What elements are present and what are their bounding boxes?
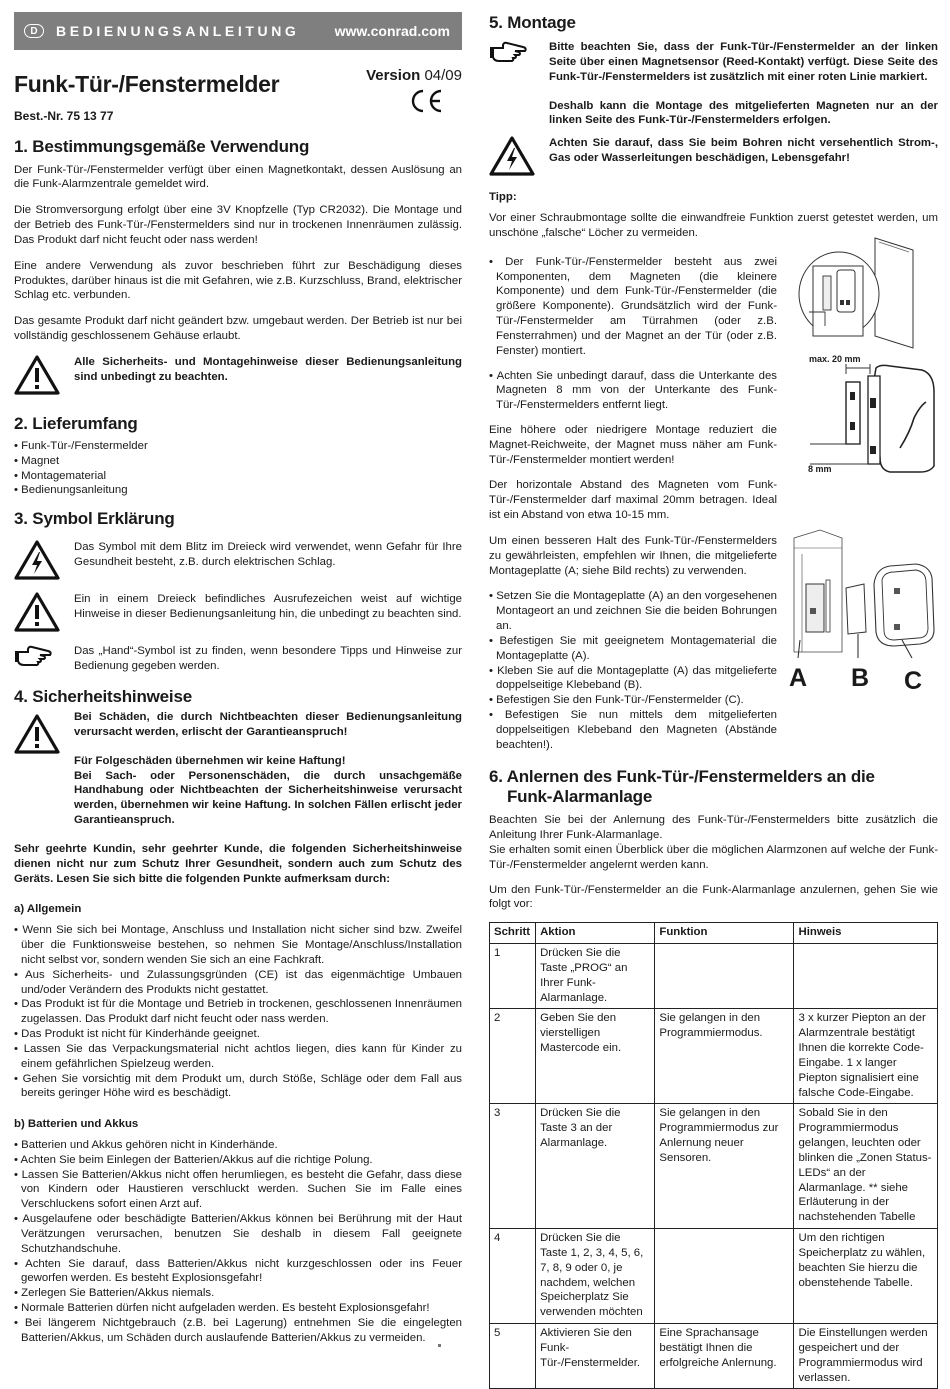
section-2-heading: 2. Lieferumfang xyxy=(14,413,138,433)
section-5-heading: 5. Montage xyxy=(489,13,576,32)
lightning-triangle-icon xyxy=(14,540,74,580)
table-cell xyxy=(655,1229,794,1324)
table-cell: 4 xyxy=(490,1229,536,1324)
warning-line: Für Folgeschäden übernehmen wir keine Haftung! xyxy=(74,754,346,767)
table-cell: Sobald Sie in den Programmiermodus gelangen, leuchten oder blinken die „Zonen Status-LEDs“ an der Alarmanlage. ** siehe Erläuterung in der nachstehenden Tabelle xyxy=(794,1104,938,1229)
symbol-lightning-text: Das Symbol mit dem Blitz im Dreieck wird verwendet, wenn Gefahr für Ihre Gesundheit besteht, z.B. durch elektrischen Schlag. xyxy=(74,541,462,569)
page-mark xyxy=(438,1344,441,1347)
list-item: • Aus Sicherheits- und Zulassungsgründen (CE) ist das eigenmächtige Umbauen und/oder Verändern des Produkts nicht gestattet. xyxy=(14,968,462,998)
table-row xyxy=(490,1104,938,1229)
table-cell xyxy=(794,944,938,1009)
table-cell: Sie gelangen in den Programmiermodus zur Anlernung neuer Sensoren. xyxy=(655,1104,794,1229)
section-6-heading xyxy=(489,767,938,808)
table-cell: 1 xyxy=(490,944,536,1009)
header-cell: Funktion xyxy=(655,923,794,944)
pointing-hand-icon xyxy=(489,40,549,64)
list-item: • Funk-Tür-/Fenstermelder xyxy=(14,439,462,454)
table-cell: Sie gelangen in den Programmiermodus. xyxy=(655,1009,794,1104)
table-row xyxy=(490,1009,938,1104)
s5-warning-text: Achten Sie darauf, dass Sie beim Bohren nicht versehentlich Strom-, Gas oder Wasserleitungen beschädigen, Lebensgefahr! xyxy=(549,137,938,165)
s1-warning-text: Alle Sicherheits- und Montagehinweise dieser Bedienungsanleitung sind unbedingt zu beachten. xyxy=(74,355,462,383)
s4-warning-text xyxy=(74,710,462,828)
list-item: • Kleben Sie auf die Montageplatte (A) das mitgelieferte doppelseitige Klebeband (B). xyxy=(489,664,777,694)
assembly-illustration xyxy=(790,528,938,660)
table-cell: Die Einstellungen werden gespeichert und der Programmiermodus wird verlassen. xyxy=(794,1324,938,1389)
s5-paragraph: Eine höhere oder niedrigere Montage reduziert die Magnet-Reichweite, der Magnet muss näher am Funk-Tür-/Fenstermelder montiert werden! xyxy=(489,424,777,466)
order-number: Best.-Nr. 75 13 77 xyxy=(14,108,114,123)
list-item: • Achten Sie unbedingt darauf, dass die Unterkante des Magneten 8 mm von der Unterkante des Funk-Tür-/Fenstermelders entfernt liegt. xyxy=(489,369,777,413)
header-cell: Schritt xyxy=(490,923,536,944)
s4b-heading: b) Batterien und Akkus xyxy=(14,1118,139,1131)
programming-steps-table xyxy=(489,922,938,1389)
exclamation-triangle-icon xyxy=(14,710,74,754)
table-cell: Aktivieren Sie den Funk-Tür-/Fenstermelder. xyxy=(536,1324,655,1389)
table-cell: 5 xyxy=(490,1324,536,1389)
s1-paragraph: Der Funk-Tür-/Fenstermelder verfügt über einen Magnetkontakt, dessen Auslösung an die Funk-Alarmzentrale gemeldet wird. xyxy=(14,163,462,191)
tip-text: Vor einer Schraubmontage sollte die einwandfreie Funktion zuerst getestet werden, um unschöne „falsche“ Löcher zu vermeiden. xyxy=(489,212,938,239)
s1-paragraph: Die Stromversorgung erfolgt über eine 3V Knopfzelle (Typ CR2032). Die Montage und der Betrieb des Funk-Tür-/Fenstermelders sind nur in trockenen Innenräumen zulässig. Das Produkt darf nicht feucht oder nass werden! xyxy=(14,204,462,246)
s5-hand-note xyxy=(489,40,938,128)
header-bar xyxy=(14,12,462,50)
table-cell: 3 x kurzer Piepton an der Alarmzentrale bestätigt Ihnen die korrekte Code-Eingabe. 1 x langer Piepton signalisiert eine falsche Code-Eingabe. xyxy=(794,1009,938,1104)
s6-paragraph: Um den Funk-Tür-/Fenstermelder an die Funk-Alarmanlage anzulernen, gehen Sie wie folgt vor: xyxy=(489,883,938,911)
symbol-exclamation-text: Ein in einem Dreieck befindliches Ausrufezeichen weist auf wichtige Hinweise in dieser Bedienungsanleitung hin, die unbedingt zu beachten sind. xyxy=(74,593,462,621)
version xyxy=(366,66,462,86)
warning-line: Bei Schäden, die durch Nichtbeachten dieser Bedienungsanleitung verursacht werden, erlischt der Garantieanspruch! xyxy=(74,711,462,738)
list-item: • Achten Sie beim Einlegen der Batterien/Akkus auf die richtige Polung. xyxy=(14,1153,462,1168)
list-item: • Montagematerial xyxy=(14,469,462,484)
s4-warning xyxy=(14,710,462,828)
lightning-triangle-icon xyxy=(489,136,549,176)
hand-note-line: Deshalb kann die Montage des mitgelieferten Magneten nur an der linken Seite des Funk-Tür-/Fenstermelders erfolgen. xyxy=(549,99,938,127)
header-url[interactable]: www.conrad.com xyxy=(334,22,450,39)
s4-intro: Sehr geehrte Kundin, sehr geehrter Kunde, die folgenden Sicherheitshinweise dienen nicht nur zum Schutz Ihrer Gesundheit, sondern auch zum Schutz des Geräts. Lesen Sie sich bitte die folgenden Punkte aufmerksam durch: xyxy=(14,842,462,885)
list-item: • Befestigen Sie mit geeignetem Montagematerial die Montageplatte (A). xyxy=(489,634,777,664)
s5-paragraph: Um einen besseren Halt des Funk-Tür-/Fenstermelders zu gewährleisten, empfehlen wir Ihnen, die mitgelieferte Montageplatte (A; siehe Bild rechts) zu verwenden. xyxy=(489,534,777,577)
document-title: Funk-Tür-/Fenstermelder xyxy=(14,71,280,97)
header-cell: Aktion xyxy=(536,923,655,944)
list-item: • Ausgelaufene oder beschädigte Batterien/Akkus können bei Berührung mit der Haut Verätzungen verursachen, benutzen Sie deshalb in diesem Fall geeignete Schutzhandschuhe. xyxy=(14,1212,462,1256)
warning-line: Bei Sach- oder Personenschäden, die durch unsachgemäße Handhabung oder Nichtbeachten der Sicherheitshinweise verursacht werden, übernehmen wir keine Haftung. In solchen Fällen erlischt jeder Garantieanspruch. xyxy=(74,769,462,827)
table-cell: Eine Sprachansage bestätigt Ihnen die erfolgreiche Anlernung. xyxy=(655,1324,794,1389)
s5-list-1 xyxy=(489,255,777,413)
s5-paragraph: Der horizontale Abstand des Magneten vom Funk-Tür-/Fenstermelder darf maximal 20mm betragen. Ideal ist ein Abstand von etwa 10-15 mm. xyxy=(489,479,777,522)
bottom-offset-label: 8 mm xyxy=(808,464,832,474)
s5-hand-text xyxy=(549,40,938,128)
s6-heading-line: 6. Anlernen des Funk-Tür-/Fenstermelders an die xyxy=(489,766,875,786)
list-item: • Das Produkt ist für die Montage und Betrieb in trockenen, geschlossenen Innenräumen zugelassen. Das Produkt darf nicht feucht oder nass werden. xyxy=(14,997,462,1027)
hand-note-line: Bitte beachten Sie, dass der Funk-Tür-/Fenstermelder an der linken Seite über einen Magnetsensor (Reed-Kontakt) verfügt. Diese Seite des Funk-Tür-/Fenstermelders ist zusätzlich mit einer roten Linie markiert. xyxy=(549,41,938,83)
section-4-heading: 4. Sicherheitshinweise xyxy=(14,687,192,707)
right-column xyxy=(489,12,938,1389)
s6-text: Beachten Sie bei der Anlernung des Funk-Tür-/Fenstermelders bitte zusätzlich die Anleitung Ihrer Funk-Alarmanlage. xyxy=(489,814,938,842)
list-item: • Zerlegen Sie Batterien/Akkus niemals. xyxy=(14,1286,462,1301)
list-item: • Magnet xyxy=(14,454,462,469)
table-cell: Um den richtigen Speicherplatz zu wählen, beachten Sie hierzu die obenstehende Tabelle. xyxy=(794,1229,938,1324)
table-cell xyxy=(655,944,794,1009)
list-item: • Der Funk-Tür-/Fenstermelder besteht aus zwei Komponenten, dem Magneten (die kleinere Komponente) und dem Funk-Tür-/Fenstermelder (die größere Komponente). Grundsätzlich wird der Funk-Tür-/Fenstermelder am Türrahmen (oder z.B. Fensterrahmen) und der Magnet an der Tür (oder z.B. Fenster) montiert. xyxy=(489,255,777,359)
header-cell: Hinweis xyxy=(794,923,938,944)
s6-heading-line: Funk-Alarmanlage xyxy=(507,786,653,806)
list-item: • Das Produkt ist nicht für Kinderhände geeignet. xyxy=(14,1027,462,1042)
s4b-list xyxy=(14,1138,462,1346)
table-row xyxy=(490,1324,938,1389)
language-badge: D xyxy=(24,24,44,38)
label-b: B xyxy=(851,664,870,692)
list-item: • Gehen Sie vorsichtig mit dem Produkt um, durch Stöße, Schläge oder dem Fall aus bereits geringer Höhe wird es beschädigt. xyxy=(14,1072,462,1102)
version-label: Version xyxy=(366,67,421,84)
exclamation-triangle-icon xyxy=(14,592,74,632)
left-column xyxy=(14,12,462,1356)
table-cell: 2 xyxy=(490,1009,536,1104)
list-item: • Wenn Sie sich bei Montage, Anschluss und Installation nicht sicher sind bzw. Zweifel über die Funktionsweise bestehen, so nehmen Sie Montage/Anschluss/Installation nicht selbst vor, sondern wenden Sie sich an eine Fachkraft. xyxy=(14,923,462,967)
label-a: A xyxy=(789,664,808,692)
list-item: • Lassen Sie das Verpackungsmaterial nicht achtlos liegen, dies kann für Kinder zu einem gefährlichen Spielzeug werden. xyxy=(14,1042,462,1072)
max-distance-label: max. 20 mm xyxy=(809,354,861,364)
delivery-list xyxy=(14,439,462,498)
s1-warning xyxy=(14,355,462,395)
list-item: • Batterien und Akkus gehören nicht in Kinderhände. xyxy=(14,1138,462,1153)
symbol-lightning xyxy=(14,540,462,580)
s1-paragraph: Eine andere Verwendung als zuvor beschrieben führt zur Beschädigung dieses Produktes, darüber hinaus ist die mit Gefahren, wie z.B. Kurzschluss, Brand, elektrischer Schlag etc. verbunden. xyxy=(14,259,462,302)
exclamation-triangle-icon xyxy=(14,355,74,395)
list-item: • Achten Sie darauf, dass Batterien/Akkus nicht kurzgeschlossen oder ins Feuer geworfen werden. Es besteht Explosionsgefahr! xyxy=(14,1257,462,1287)
table-cell: Drücken Sie die Taste 1, 2, 3, 4, 5, 6, 7, 8, 9 oder 0, je nachdem, welchen Speicherplatz Sie verwenden möchten xyxy=(536,1229,655,1324)
header-title: BEDIENUNGSANLEITUNG xyxy=(56,22,300,39)
label-c: C xyxy=(904,667,923,695)
s5-text-block xyxy=(489,255,777,523)
table-row xyxy=(490,1229,938,1324)
list-item: • Normale Batterien dürfen nicht aufgeladen werden. Es besteht Explosionsgefahr! xyxy=(14,1301,462,1316)
symbol-hand-text: Das „Hand“-Symbol ist zu finden, wenn besondere Tipps und Hinweise zur Bedienung gegeben werden. xyxy=(74,645,462,673)
version-value: 04/09 xyxy=(424,67,462,84)
pointing-hand-icon xyxy=(14,644,74,668)
table-header-row xyxy=(490,923,938,944)
table-row xyxy=(490,944,938,1009)
s5-steps xyxy=(489,589,777,752)
list-item: • Befestigen Sie nun mittels dem mitgelieferten doppelseitigen Klebeband den Magneten (Abstände beachten!). xyxy=(489,708,777,752)
list-item: • Bei längerem Nichtgebrauch (z.B. bei Lagerung) entnehmen Sie die eingelegten Batterien/Akkus, um Schäden durch auslaufende Batterien/Akkus zu vermeiden. xyxy=(14,1316,462,1346)
table-cell: Drücken Sie die Taste „PROG“ an Ihrer Funk-Alarmanlage. xyxy=(536,944,655,1009)
s4a-heading: a) Allgemein xyxy=(14,903,82,916)
table-cell: Drücken Sie die Taste 3 an der Alarmanlage. xyxy=(536,1104,655,1229)
door-mounting-illustration xyxy=(795,236,935,354)
list-item: • Befestigen Sie den Funk-Tür-/Fenstermelder (C). xyxy=(489,693,777,708)
title-row xyxy=(14,66,462,124)
sensor-distance-illustration xyxy=(810,362,938,474)
s1-paragraph: Das gesamte Produkt darf nicht geändert bzw. umgebaut werden. Der Betrieb ist nur bei vollständig geschlossenem Gehäuse erlaubt. xyxy=(14,315,462,343)
s5-warning xyxy=(489,136,938,176)
section-1-heading: 1. Bestimmungsgemäße Verwendung xyxy=(14,137,310,157)
list-item: • Lassen Sie Batterien/Akkus nicht offen herumliegen, es besteht die Gefahr, dass diese von Kindern oder Haustieren verschluckt werden. Suchen Sie im Falle eines Verschluckens sofort einen Arzt auf. xyxy=(14,1168,462,1212)
s6-text: Sie erhalten somit einen Überblick über die möglichen Alarmzonen auf welche der Funk-Tür-/Fenstermelder angelernt werden kann. xyxy=(489,844,938,871)
s6-paragraph xyxy=(489,813,938,872)
list-item: • Setzen Sie die Montageplatte (A) an den vorgesehenen Montageort an und zeichnen Sie die beiden Bohrungen an. xyxy=(489,589,777,633)
ce-mark-icon xyxy=(366,88,462,119)
symbol-hand xyxy=(14,644,462,674)
table-cell: Geben Sie den vierstelligen Mastercode ein. xyxy=(536,1009,655,1104)
symbol-exclamation xyxy=(14,592,462,632)
section-3-heading: 3. Symbol Erklärung xyxy=(14,509,175,529)
s4a-list xyxy=(14,923,462,1101)
tip-heading: Tipp: xyxy=(489,191,517,204)
table-cell: 3 xyxy=(490,1104,536,1229)
list-item: • Bedienungsanleitung xyxy=(14,483,462,498)
